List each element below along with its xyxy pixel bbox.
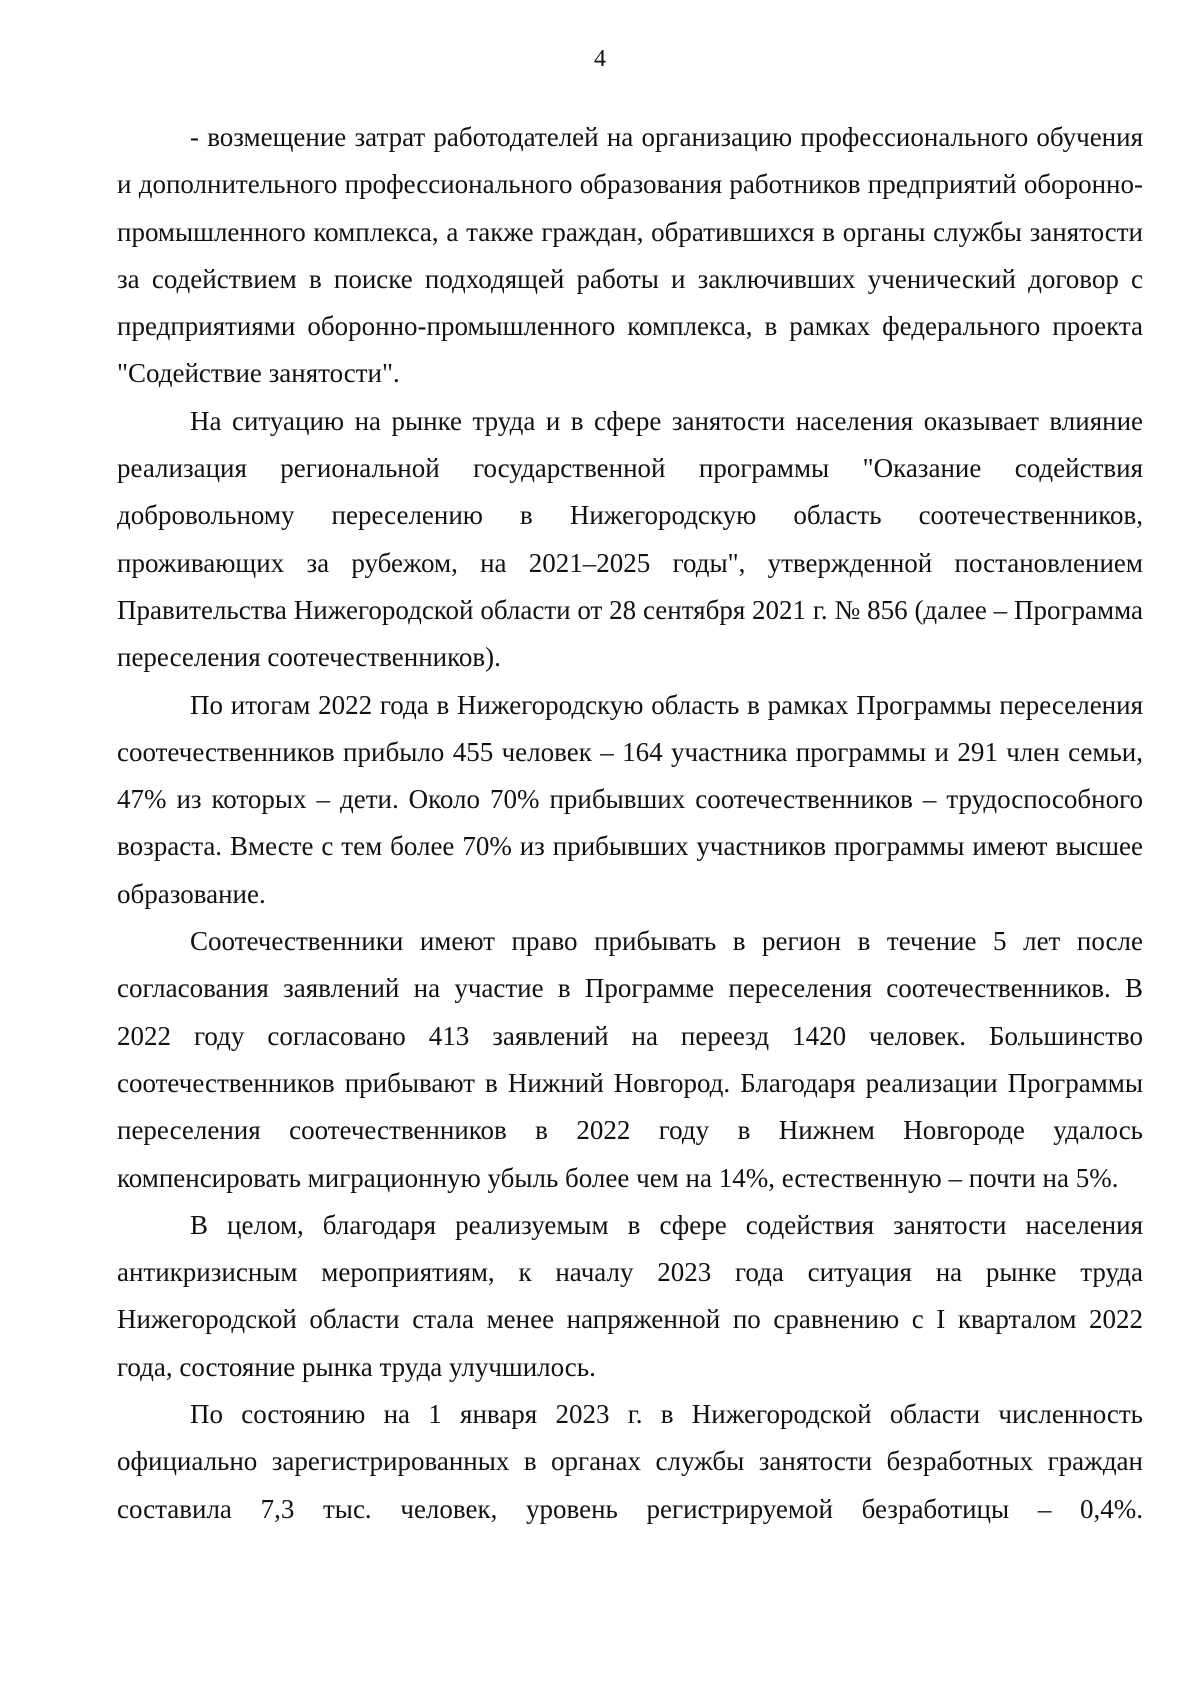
page-number: 4: [594, 46, 606, 72]
paragraph-resettlement-program: На ситуацию на рынке труда и в сфере занятости населения оказывает влияние реализация региональной государственной программы "Оказание содействия добровольному переселению в Нижегородскую область соотечественников, проживающих за рубежом, на 2021–2025 годы", утвержденной постановлением Правительства Нижегородской области от 28 сентября 2021 г. № 856 (далее – Программа переселения соотечественников).: [117, 405, 1143, 673]
paragraph-compatriots-rights: Соотечественники имеют право прибывать в регион в течение 5 лет после согласования заявлений на участие в Программе переселения соотечественников. В 2022 году согласовано 413 заявлений на переезд 1420 человек. Большинство соотечественников прибывают в Нижний Новгород. Благодаря реализации Программы переселения соотечественников в 2022 году в Нижнем Новгороде удалось компенсировать миграционную убыль более чем на 14%, естественную – почти на 5%.: [117, 926, 1143, 1193]
paragraph-employer-training-costs: - возмещение затрат работодателей на организацию профессионального обучения и дополнительного профессионального образования работников предприятий оборонно-промышленного комплекса, а также граждан, обратившихся в органы службы занятости за содействием в поиске подходящей работы и заключивших ученический договор с предприятиями оборонно-промышленного комплекса, в рамках федерального проекта "Содействие занятости".: [117, 122, 1143, 389]
paragraph-2022-results: По итогам 2022 года в Нижегородскую область в рамках Программы переселения соотечественников прибыло 455 человек – 164 участника программы и 291 член семьи, 47% из которых – дети. Около 70% прибывших соотечественников – трудоспособного возраста. Вместе с тем более 70% из прибывших участников программы имеют высшее образование.: [117, 689, 1143, 909]
paragraph-unemployment-status: По состоянию на 1 января 2023 г. в Нижегородской области численность официально зарегистрированных в органах службы занятости безработных граждан составила 7,3 тыс. человек, уровень регистрируемой безработицы – 0,4%.: [117, 1399, 1143, 1524]
document-body: [117, 114, 1143, 1533]
paragraph-labor-market-overall: В целом, благодаря реализуемым в сфере содействия занятости населения антикризисным мероприятиям, к началу 2023 года ситуация на рынке труда Нижегородской области стала менее напряженной по сравнению с I кварталом 2022 года, состояние рынка труда улучшилось.: [117, 1209, 1143, 1382]
